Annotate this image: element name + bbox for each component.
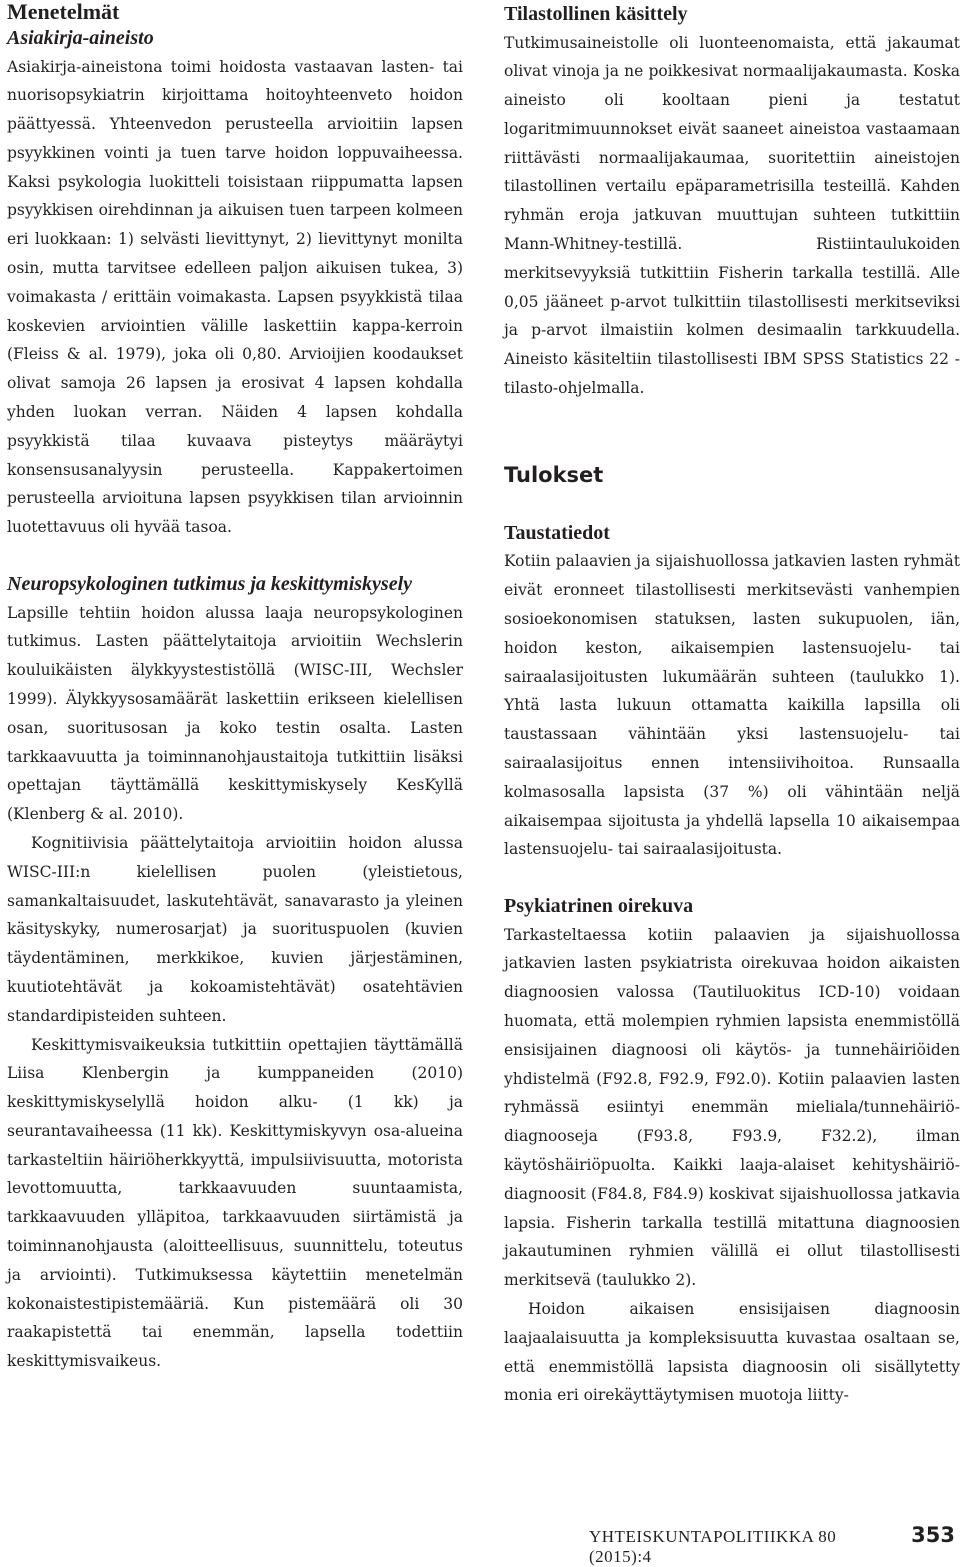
subheading-psykiatrinen-oirekuva: Psykiatrinen oirekuva: [504, 895, 694, 918]
subheading-tilastollinen-kasittely: Tilastollinen käsittely: [504, 3, 688, 25]
paragraph-psykiatrinen-oirekuva: Tarkasteltaessa kotiin palaavien ja sijaishuollossa jatkavien lasten psykiatrista oirekuvaa hoidon aikaisten diagnoosien valossa (Tautiluokitus ICD-10) voidaan huomata, että molempien ryhmien lapsista enemmistöllä ensisijainen diagnoosi oli käytös- ja tunnehäiriöiden yhdistelmä (F92.8, F92.9, F92.0). Kotiin palaavien lasten ryhmässä esiintyi enemmän mieliala/tunnehäiriö-diagnooseja (F93.8, F93.9, F32.2), ilman käytöshäiriöpuolta. Kaikki laaja-alaiset kehityshäiriö-diagnoosit (F84.8, F84.9) koskivat sijaishuollossa jatkavia lapsia. Fisherin tarkalla testillä mitattuna diagnoosien jakautuminen ryhmien välillä ei ollut tilastollisesti merkitsevä (taulukko 2).: [504, 925, 960, 1290]
subheading-asiakirja-aineisto: Asiakirja-aineisto: [7, 27, 154, 49]
paragraph-keskittymisvaikeudet: Keskittymisvaikeuksia tutkittiin opettajien täyttämällä Liisa Klenbergin ja kumppaneiden (2010) keskittymiskyselyllä hoidon alku- (1 kk) ja seurantavaiheessa (11 kk). Keskittymiskyvyn osa-alueina tarkasteltiin häiriöherkkyyttä, impulsiivisuutta, motorista levottomuutta, tarkkaavuuden suuntaamista, tarkkaavuuden ylläpitoa, tarkkaavuuden siirtämistä ja toiminnanohjausta (aloitteellisuus, suunnittelu, toteutus ja arviointi). Tutkimuksessa käytettiin menetelmän kokonaistestipistemääriä. Kun pistemäärä oli 30 raakapistettä tai enemmän, lapsella todettiin keskittymisvaikeus.: [7, 1035, 463, 1371]
paragraph-tilastollinen-kasittely: Tutkimusaineistolle oli luonteenomaista, että jakaumat olivat vinoja ja ne poikkesivat normaalijakaumasta. Koska aineisto oli kooltaan pieni ja testatut logaritmimuunnokset eivät saaneet aineistoa vastaamaan riittävästi normaalijakaumaa, suoritettiin aineistojen tilastollinen vertailu epäparametrisilla testeillä. Kahden ryhmän eroja jatkuvan muuttujan suhteen tutkittiin Mann-Whitney-testillä. Ristiintaulukoiden merkitsevyyksiä tutkittiin Fisherin tarkalla testillä. Alle 0,05 jääneet p-arvot tulkittiin tilastollisesti merkitseviksi ja p-arvot ilmaistiin kolmen desimaalin tarkkuudella. Aineisto käsiteltiin tilastollisesti IBM SPSS Statistics 22 -tilasto-ohjelmalla.: [504, 33, 960, 398]
subheading-neuropsykologinen-tutkimus: Neuropsykologinen tutkimus ja keskittymiskysely: [7, 573, 413, 596]
section-heading-menetelmat: Menetelmät: [7, 0, 120, 24]
section-heading-tulokset: Tulokset: [504, 462, 604, 487]
journal-citation: YHTEISKUNTAPOLITIIKKA 80 (2015):4: [589, 1527, 837, 1566]
right-column: [504, 0, 960, 1410]
paragraph-neuropsykologinen-tutkimus: Lapsille tehtiin hoidon alussa laaja neuropsykologinen tutkimus. Lasten päättelytaitoja arvioitiin Wechslerin kouluikäisten älykkyystestistöllä (WISC-III, Wechsler 1999). Älykkyysosamäärät laskettiin erikseen kielellisen osan, suoritusosan ja koko testin osalta. Lasten tarkkaavuutta ja toiminnanohjaustaitoja tutkittiin lisäksi opettajan täyttämällä keskittymiskysely KesKyllä (Klenberg & al. 2010).: [7, 603, 463, 824]
paragraph-taustatiedot: Kotiin palaavien ja sijaishuollossa jatkavien lasten ryhmät eivät eronneet tilastollisesti merkitsevästi vanhempien sosioekonomisen statuksen, lasten sukupuolen, iän, hoidon keston, aikaisempien lastensuojelu- tai sairaalasijoitusten lukumäärän suhteen (taulukko 1). Yhtä lasta lukuun ottamatta kaikilla lapsilla oli taustassaan vähintään yksi lastensuojelu- tai sairaalasijoitus ennen intensiivihoitoa. Runsaalla kolmasosalla lapsista (37 %) oli vähintään neljä aikaisempaa sijoitusta ja yhdellä lapsella 10 aikaisempaa lastensuojelu- tai sairaalasijoitusta.: [504, 552, 960, 859]
paragraph-diagnoosin-laaja-alaisuus: Hoidon aikaisen ensisijaisen diagnoosin laajaalaisuutta ja kompleksisuutta kuvastaa osaltaan se, että enemmistöllä lapsista diagnoosin oli sisällytetty monia eri oirekäyttäytymisen muotoja liitty-: [504, 1299, 960, 1405]
left-column: [7, 0, 463, 1376]
subheading-taustatiedot: Taustatiedot: [504, 521, 610, 544]
page-number: 353: [911, 1523, 955, 1547]
paragraph-asiakirja-aineisto: Asiakirja-aineistona toimi hoidosta vastaavan lasten- tai nuorisopsykiatrin kirjoittama hoitoyhteenveto hoidon päättyessä. Yhteenvedon perusteella arvioitiin lapsen psyykkinen vointi ja tuen tarve hoidon loppuvaiheessa. Kaksi psykologia luokitteli toisistaan riippumatta lapsen psyykkisen oirehdinnan ja aikuisen tuen tarpeen kolmeen eri luokkaan: 1) selvästi lievittynyt, 2) lievittynyt monilta osin, mutta tarvitsee edelleen paljon aikuisen tukea, 3) voimakasta / erittäin voimakasta. Lapsen psyykkistä tilaa koskevien arviointien välille laskettiin kappa-kerroin (Fleiss & al. 1979), joka oli 0,80. Arvioijien koodaukset olivat samoja 26 lapsen ja erosivat 4 lapsen kohdalla yhden luokan verran. Näiden 4 lapsen kohdalla psyykkistä tilaa kuvaava pisteytys määräytyi konsensusanalyysin perusteella. Kappakertoimen perusteella arvioituna lapsen psyykkisen tilan arvioinnin luotettavuus oli hyvää tasoa.: [7, 57, 463, 537]
paragraph-kognitiiviset-taidot: Kognitiivisia päättelytaitoja arvioitiin hoidon alussa WISC-III:n kielellisen puolen (yleistietous, samankaltaisuudet, laskutehtävät, sanavarasto ja yleinen käsityskyky, numerosarjat) ja suorituspuolen (kuvien täydentäminen, merkkikoe, kuvien järjestäminen, kuutiotehtävät ja kokoamistehtävät) osatehtävien standardipisteiden suhteen.: [7, 833, 463, 1025]
page-footer: [589, 1523, 955, 1566]
